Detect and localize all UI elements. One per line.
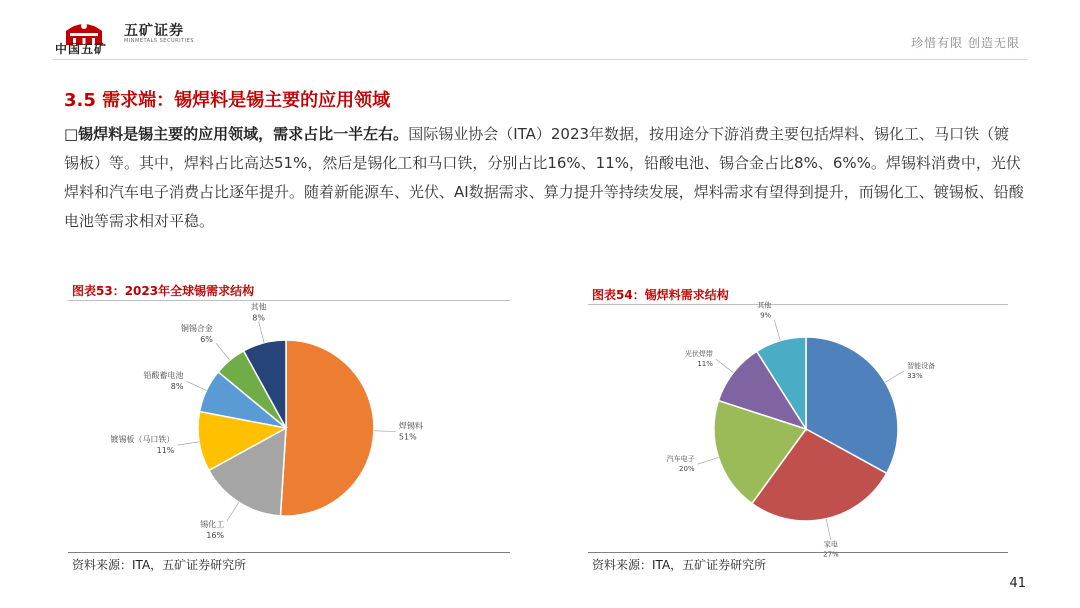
- chart1-pct-3: 8%: [170, 382, 184, 392]
- header-divider: [52, 59, 1028, 60]
- chart2-source: 资料来源：ITA，五矿证券研究所: [592, 558, 767, 572]
- chart2-pct-0: 33%: [907, 372, 923, 380]
- chart1-leader-2: [177, 442, 199, 445]
- chart1-pie: [68, 302, 510, 552]
- chart2-label-0: 智能设备: [907, 362, 936, 370]
- chart1-label-1: 锡化工: [200, 519, 225, 529]
- chart2-label-1: 家电: [823, 540, 838, 549]
- chart2-source-divider: [588, 552, 1008, 553]
- chart1-title: 图表53：2023年全球锡需求结构: [72, 284, 255, 298]
- chart1-pct-0: 51%: [398, 432, 417, 442]
- chart2-title: 图表54：锡焊料需求结构: [592, 288, 729, 302]
- chart1-label-3: 铅酸蓄电池: [143, 371, 184, 381]
- chart1-label-4: 铜锡合金: [180, 324, 213, 334]
- section-title: 3.5 需求端：锡焊料是锡主要的应用领域: [64, 90, 391, 111]
- chart1-title-divider: [68, 300, 510, 301]
- chart2-label-4: 其他: [757, 301, 772, 310]
- chart1-leader-1: [227, 502, 239, 521]
- chart2-leader-2: [698, 457, 719, 464]
- chart1-source-divider: [68, 552, 510, 553]
- brand-cn: 中国五矿: [55, 42, 108, 56]
- page-number: 41: [1009, 576, 1026, 591]
- chart2-title-divider: [588, 304, 1008, 305]
- page-header: [0, 0, 1080, 60]
- chart1-leader-5: [259, 322, 265, 343]
- chart2-pct-4: 9%: [760, 311, 772, 320]
- chart1-pct-5: 8%: [252, 313, 265, 323]
- body-text: 国际锡业协会（ITA）2023年数据，按用途分下游消费主要包括焊料、锡化工、马口铁（镀锡板）等。其中，焊料占比高达51%，然后是锡化工和马口铁，分别占比16%、11%，铅酸电池、锡合金占比8%、6%%。焊锡料消费中，光伏焊料和汽车电子消费占比逐年提升。随着新能源车、光伏、AI数据需求、算力提升等持续发展，焊料需求有望得到提升，而锡化工、镀锡板、铅酸电池等需求相对平稳。: [64, 125, 1024, 230]
- chart2-pie: [588, 301, 1008, 559]
- chart2-leader-0: [885, 371, 904, 382]
- chart1-label-5: 其他: [250, 302, 267, 312]
- brand-securities-en: MINMETALS SECURITIES: [124, 38, 194, 44]
- body-paragraph: [64, 120, 1024, 236]
- chart2-leader-3: [716, 359, 733, 373]
- chart1-pct-1: 16%: [206, 530, 225, 540]
- chart2-pct-2: 20%: [679, 465, 695, 474]
- chart2-pct-3: 11%: [697, 360, 713, 369]
- chart1-pct-2: 11%: [156, 446, 175, 456]
- chart1-label-2: 镀锡板（马口铁）: [110, 435, 175, 445]
- chart2-label-3: 光伏焊带: [684, 350, 713, 359]
- chart2-label-2: 汽车电子: [666, 455, 695, 464]
- chart2-leader-4: [774, 320, 780, 341]
- chart1-slice-0: [280, 340, 373, 516]
- slogan: 珍惜有限 创造无限: [911, 36, 1020, 50]
- chart1-leader-3: [187, 381, 207, 390]
- chart1-source: 资料来源：ITA，五矿证券研究所: [72, 558, 247, 572]
- chart2-leader-1: [826, 519, 831, 541]
- chart1-leader-0: [374, 431, 396, 432]
- chart1-label-0: 焊锡料: [398, 421, 423, 431]
- chart2-pct-1: 27%: [823, 550, 839, 559]
- brand-securities: 五矿证券: [124, 23, 184, 39]
- chart1-leader-4: [216, 343, 230, 360]
- body-lead: □锡焊料是锡主要的应用领域，需求占比一半左右。: [64, 125, 409, 143]
- chart1-pct-4: 6%: [200, 335, 213, 345]
